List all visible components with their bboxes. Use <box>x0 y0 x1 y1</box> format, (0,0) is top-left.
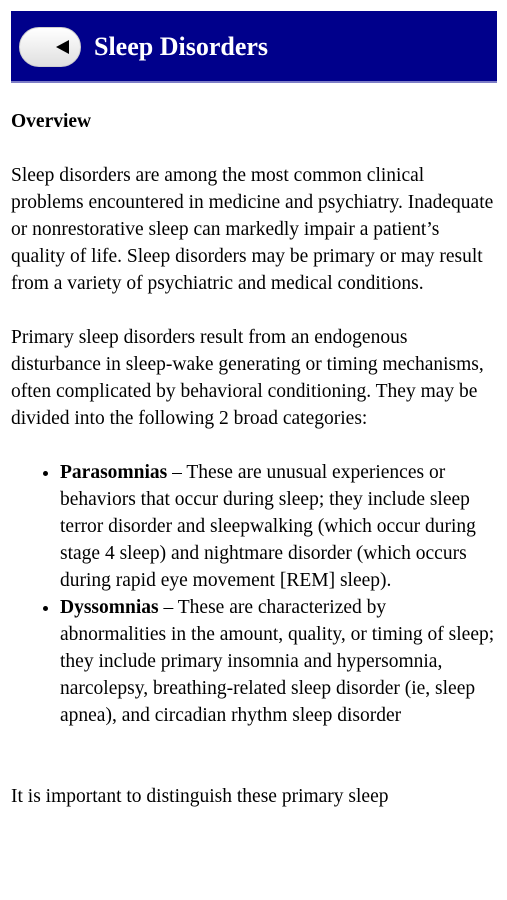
list-item-text: – These are characterized by abnormalities in the amount, quality, or timing of sleep; they include primary insomnia and hypersomnia, narcolepsy, breathing-related sleep disorder (ie, sleep apnea), and circadian rhythm sleep disorder <box>60 597 495 726</box>
article-content <box>11 108 497 837</box>
list-item <box>60 594 497 729</box>
list-item <box>60 459 497 594</box>
back-button[interactable] <box>19 27 81 67</box>
category-list <box>11 459 497 729</box>
paragraph-trailing: It is important to distinguish these primary sleep <box>11 786 389 807</box>
list-item-term: Dyssomnias <box>60 597 159 618</box>
list-item-term: Parasomnias <box>60 462 168 483</box>
paragraph-primary: Primary sleep disorders result from an endogenous disturbance in sleep-wake generating or timing mechanisms, often complicated by behavioral conditioning. They may be divided into the following 2 broad categories: <box>11 327 484 429</box>
spacer <box>11 756 497 783</box>
page-title: Sleep Disorders <box>94 32 269 61</box>
back-arrow-icon <box>54 39 70 55</box>
section-heading: Overview <box>11 111 92 132</box>
list-item-text: – These are unusual experiences or behaviors that occur during sleep; they include sleep terror disorder and sleepwalking (which occur during stage 4 sleep) and nightmare disorder (which occurs during rapid eye movement [REM] sleep). <box>60 462 476 591</box>
paragraph-intro: Sleep disorders are among the most common clinical problems encountered in medicine and psychiatry. Inadequate or nonrestorative sleep can markedly impair a patient’s quality of life. Sleep disorders may be primary or may result from a variety of psychiatric and medical conditions. <box>11 165 494 294</box>
header-bar <box>11 11 497 83</box>
